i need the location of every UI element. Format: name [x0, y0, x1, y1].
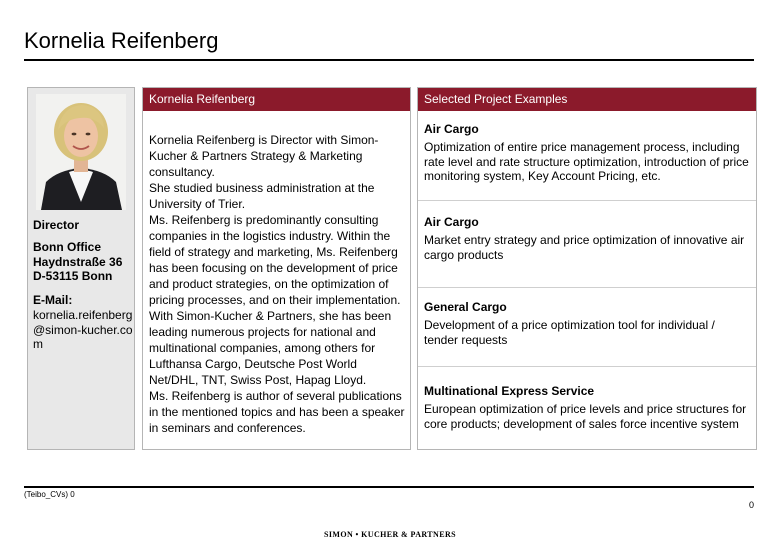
office-line: D-53115 Bonn [33, 269, 113, 283]
page-number: 0 [748, 500, 754, 510]
bio-paragraph: She studied business administration at the University of Trier. [149, 181, 375, 211]
project-item [418, 121, 756, 184]
company-logo: SIMON • KUCHER & PARTNERS [324, 530, 456, 539]
office-address [33, 240, 122, 284]
role-label: Director [33, 218, 80, 232]
profile-sidebar [27, 87, 135, 450]
project-item [418, 287, 756, 347]
project-item [418, 200, 756, 262]
bio-paragraph: Ms. Reifenberg is predominantly consulting companies in the logistics industry. Within the field of strategy and marketing, Ms. Reifenberg has been focusing on the development of price and product strategies, on the optimization of pricing processes, and on their implementation. [149, 213, 401, 307]
project-description: Development of a price optimization tool for individual / tender requests [424, 318, 715, 347]
bottom-rule [24, 486, 754, 488]
footnote: (Teibo_CVs) 0 [24, 490, 75, 499]
email-label: E-Mail: [33, 293, 73, 307]
bio-paragraph: Kornelia Reifenberg is Director with Simon-Kucher & Partners Strategy & Marketing consultancy. [149, 133, 379, 179]
project-description: European optimization of price levels and price structures for core products; development of sales force incentive system [424, 402, 747, 431]
office-line: Haydnstraße 36 [33, 254, 123, 269]
project-description: Optimization of entire price management process, including rate level and rate structure optimization, introduction of price monitoring system, Key Account Pricing, etc. [424, 140, 749, 183]
bio-paragraph: With Simon-Kucher & Partners, she has been leading numerous projects for national and multinational companies, among others for Lufthansa Cargo, Deutsche Post World Net/DHL, TNT, Swiss Post, Hapag Lloyd. [149, 309, 392, 387]
bio-paragraph: Ms. Reifenberg is author of several publications in the mentioned topics and has been a speaker in seminars and conferences. [149, 389, 405, 435]
projects-panel [417, 87, 757, 450]
bio-header: Kornelia Reifenberg [143, 88, 410, 111]
email-link[interactable]: kornelia.reifenberg @simon-kucher.com [33, 308, 133, 351]
project-title: Air Cargo [424, 215, 479, 229]
project-title: Multinational Express Service [424, 384, 595, 398]
project-item [418, 366, 756, 431]
top-rule [24, 59, 754, 61]
project-title: General Cargo [424, 300, 507, 314]
page-title: Kornelia Reifenberg [24, 28, 219, 53]
office-line: Bonn Office [33, 240, 101, 254]
portrait-illustration [36, 94, 126, 210]
projects-header: Selected Project Examples [418, 88, 756, 111]
project-title: Air Cargo [424, 122, 479, 136]
portrait-photo [36, 94, 126, 210]
project-description: Market entry strategy and price optimization of innovative air cargo products [424, 233, 745, 262]
bio-text [149, 132, 407, 436]
bio-panel [142, 87, 411, 450]
